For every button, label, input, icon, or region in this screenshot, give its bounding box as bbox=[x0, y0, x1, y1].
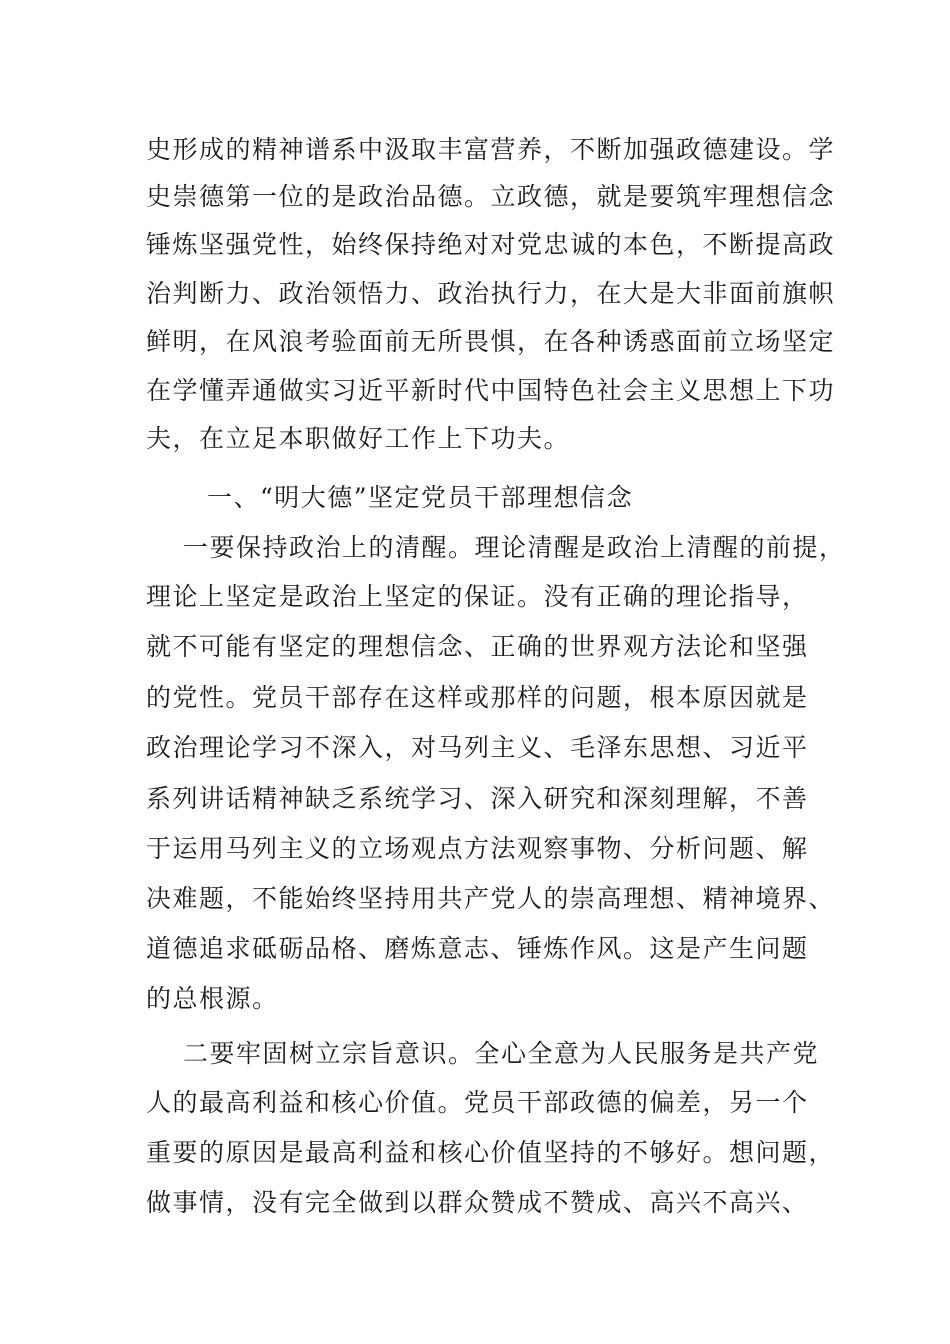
text-line: 治判断力、政治领悟力、政治执行力，在大是大非面前旗帜 bbox=[146, 279, 836, 308]
section-heading: 一、“明大德”坚定党员干部理想信念 bbox=[207, 483, 634, 512]
text-line: 就不可能有坚定的理想信念、正确的世界观方法论和坚强 bbox=[146, 632, 809, 661]
text-line: 夫，在立足本职做好工作上下功夫。 bbox=[146, 424, 571, 453]
text-line: 史形成的精神谱系中汲取丰富营养，不断加强政德建设。学 bbox=[146, 135, 836, 164]
text-line: 史崇德第一位的是政治品德。立政德，就是要筑牢理想信念 bbox=[146, 182, 836, 211]
text-line: 理论上坚定是政治上坚定的保证。没有正确的理论指导， bbox=[146, 582, 809, 611]
text-line: 做事情，没有完全做到以群众赞成不赞成、高兴不高兴、 bbox=[146, 1188, 809, 1217]
text-line: 系列讲话精神缺乏系统学习、深入研究和深刻理解，不善 bbox=[146, 784, 809, 813]
text-line: 二要牢固树立宗旨意识。全心全意为人民服务是共产党 bbox=[183, 1039, 820, 1068]
text-line: 在学懂弄通做实习近平新时代中国特色社会主义思想上下功 bbox=[146, 376, 836, 405]
text-line: 于运用马列主义的立场观点方法观察事物、分析问题、解 bbox=[146, 834, 809, 863]
text-line: 道德追求砥砺品格、磨炼意志、锤炼作风。这是产生问题 bbox=[146, 934, 809, 963]
text-line: 的总根源。 bbox=[146, 984, 279, 1013]
text-line: 鲜明，在风浪考验面前无所畏惧，在各种诱惑面前立场坚定 bbox=[146, 327, 836, 356]
text-line: 一要保持政治上的清醒。理论清醒是政治上清醒的前提， bbox=[183, 533, 846, 562]
text-line: 重要的原因是最高利益和核心价值坚持的不够好。想问题， bbox=[146, 1138, 836, 1167]
text-line: 人的最高利益和核心价值。党员干部政德的偏差，另一个 bbox=[146, 1088, 809, 1117]
text-line: 锤炼坚强党性，始终保持绝对对党忠诚的本色，不断提高政 bbox=[146, 230, 836, 259]
text-line: 决难题，不能始终坚持用共产党人的崇高理想、精神境界、 bbox=[146, 884, 836, 913]
text-line: 政治理论学习不深入，对马列主义、毛泽东思想、习近平 bbox=[146, 733, 809, 762]
text-line: 的党性。党员干部存在这样或那样的问题，根本原因就是 bbox=[146, 683, 809, 712]
